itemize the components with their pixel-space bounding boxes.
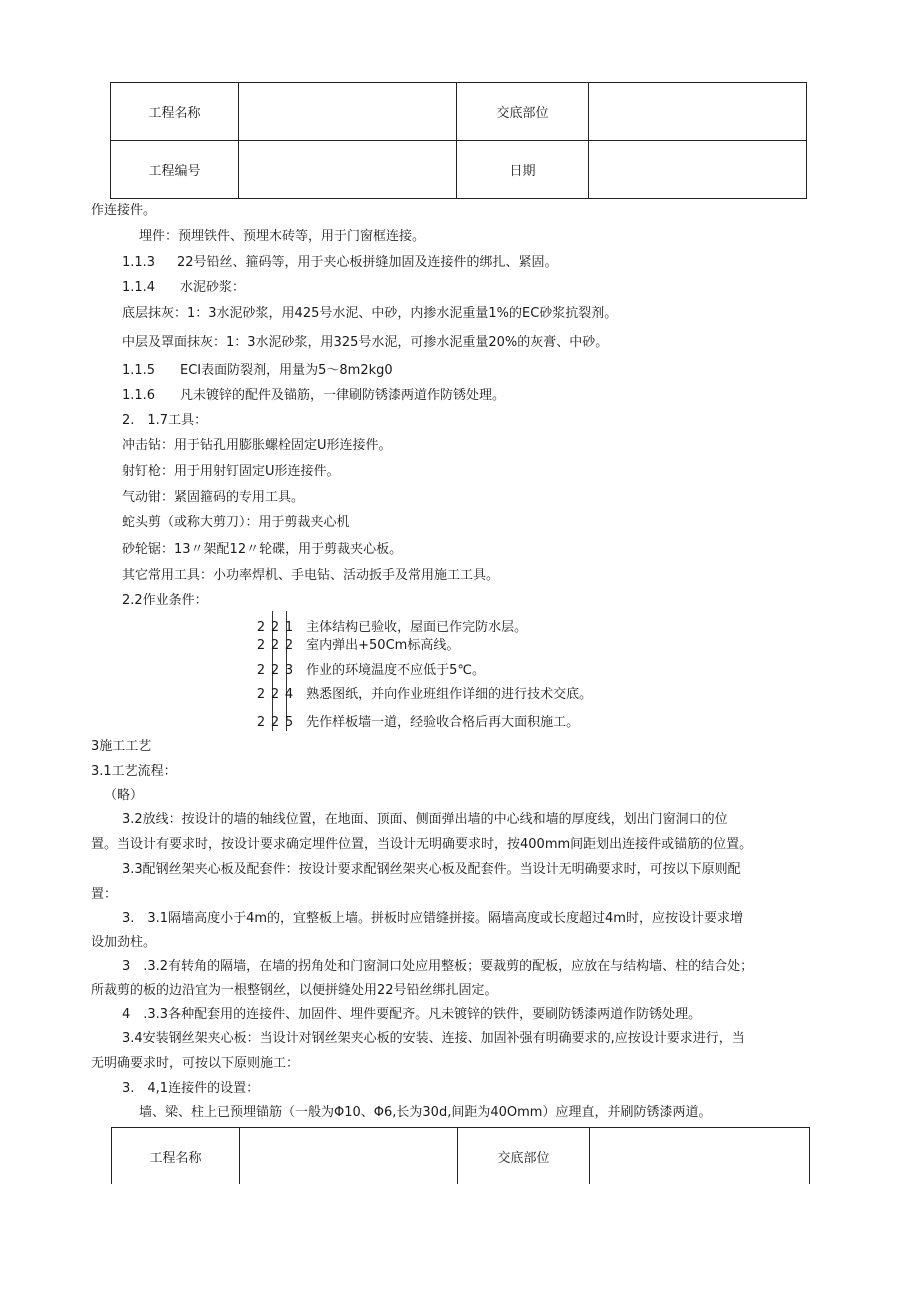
text-line: 3.2放线：按设计的墙的轴线位置，在地面、顶面、侧面弹出墙的中心线和墙的厚度线，划出门窗洞口的位 [122, 812, 728, 827]
text-line: 3 .3.2有转角的隔墙，在墙的拐角处和门窗洞口处应用整板；要裁剪的配板，应放在与结构墙、柱的结合处； [122, 959, 754, 974]
text-line: 22号铅丝、箍码等，用于夹心板拼缝加固及连接件的绑扎、紧固。 [177, 255, 558, 270]
text-line: 2.2作业条件： [122, 593, 208, 608]
text-line: 3. 3.1隔墙高度小于4m的，宜整板上墙。拼板时应错缝拼接。隔墙高度或长度超过4m时，应按设计要求增 [122, 911, 743, 926]
project-no-value [239, 141, 457, 199]
handover-part-label: 交底部位 [458, 1128, 590, 1185]
header-table-bottom [111, 1127, 810, 1184]
date-label: 日期 [457, 141, 589, 199]
handover-part-value [590, 1128, 810, 1185]
item-number: 1.1.5 [122, 363, 156, 378]
text-line: 置： [91, 887, 118, 902]
section-heading: 3.1工艺流程： [91, 764, 177, 779]
condition-item: 2 2 4 熟悉图纸，并向作业班组作详细的进行技术交底。 [256, 687, 593, 702]
item-number: 1.1.4 [122, 280, 156, 295]
table-row [111, 141, 807, 199]
condition-item: 2 2 2 室内弹出+50Cm标高线。 [256, 638, 460, 653]
text-line: （略） [104, 788, 144, 803]
section-heading: 3施工工艺 [91, 739, 152, 754]
text-line: 埋件：预埋铁件、预埋木砖等，用于门窗框连接。 [139, 229, 426, 244]
text-line: 置。当设计有要求时，按设计要求确定埋件位置，当设计无明确要求时，按400mm间距划出连接件或锚筋的位置。 [91, 837, 753, 852]
project-name-label: 工程名称 [111, 83, 239, 141]
text-line: 墙、梁、柱上已预埋锚筋（一般为Φ10、Φ6,长为30d,间距为40Omm）应理直，并刷防锈漆两道。 [139, 1105, 712, 1120]
item-number: 1.1.3 [122, 255, 156, 270]
project-no-label: 工程编号 [111, 141, 239, 199]
text-line: 蛇头剪（或称大剪刀）：用于剪裁夹心机 [122, 515, 350, 530]
date-value [589, 141, 807, 199]
text-line: 底层抹灰：1：3水泥砂浆，用425号水泥、中砂，内掺水泥重量1%的EC砂浆抗裂剂。 [122, 306, 618, 321]
project-name-value [239, 83, 457, 141]
text-line: 水泥砂浆： [180, 280, 246, 295]
condition-item: 2 2 3 作业的环境温度不应低于5℃。 [256, 663, 486, 678]
text-line: 无明确要求时，可按以下原则施工： [91, 1056, 300, 1071]
text-line: 凡未镀锌的配件及锚筋，一律刷防锈漆两道作防锈处理。 [180, 388, 506, 403]
handover-part-value [589, 83, 807, 141]
text-line: 作连接件。 [91, 203, 157, 218]
project-name-value [240, 1128, 458, 1185]
condition-item: 2 2 1 主体结构已验收，屋面已作完防水层。 [256, 620, 528, 635]
text-line: 3.3配钢丝架夹心板及配套件：按设计要求配钢丝架夹心板及配套件。当设计无明确要求时，可按以下原则配 [122, 862, 741, 877]
text-line: 3. 4,1连接件的设置： [122, 1081, 260, 1096]
table-row [111, 83, 807, 141]
project-name-label: 工程名称 [112, 1128, 240, 1185]
item-number: 1.1.6 [122, 388, 156, 403]
text-line: 所裁剪的板的边沿宜为一根整钢丝，以便拼缝处用22号铅丝绑扎固定。 [91, 983, 498, 998]
text-line: ECI表面防裂剂，用量为5～8m2kg0 [180, 363, 393, 378]
text-line: 其它常用工具：小功率焊机、手电钻、活动扳手及常用施工工具。 [122, 568, 500, 583]
condition-item: 2 2 5 先作样板墙一道，经验收合格后再大面积施工。 [256, 715, 580, 730]
text-line: 射钉枪：用于用射钉固定U形连接件。 [122, 464, 340, 479]
table-row [112, 1128, 810, 1185]
text-line: 气动钳：紧固箍码的专用工具。 [122, 490, 305, 505]
text-line: 4 .3.3各种配套用的连接件、加固件、埋件要配齐。凡未镀锌的铁件，要刷防锈漆两道作防锈处理。 [122, 1007, 702, 1022]
handover-part-label: 交底部位 [457, 83, 589, 141]
text-line: 中层及罩面抹灰：1：3水泥砂浆，用325号水泥，可掺水泥重量20%的灰膏、中砂。 [122, 335, 609, 350]
header-table-top [110, 82, 807, 199]
text-line: 设加劲柱。 [91, 935, 157, 950]
text-line: 冲击钻：用于钻孔用膨胀螺栓固定U形连接件。 [122, 438, 392, 453]
text-line: 砂轮锯：13〃架配12〃轮碟，用于剪裁夹心板。 [122, 542, 403, 557]
text-line: 2. 1.7工具： [122, 413, 208, 428]
text-line: 3.4安装钢丝架夹心板：当设计对钢丝架夹心板的安装、连接、加固补强有明确要求的,应按设计要求进行，当 [122, 1031, 745, 1046]
